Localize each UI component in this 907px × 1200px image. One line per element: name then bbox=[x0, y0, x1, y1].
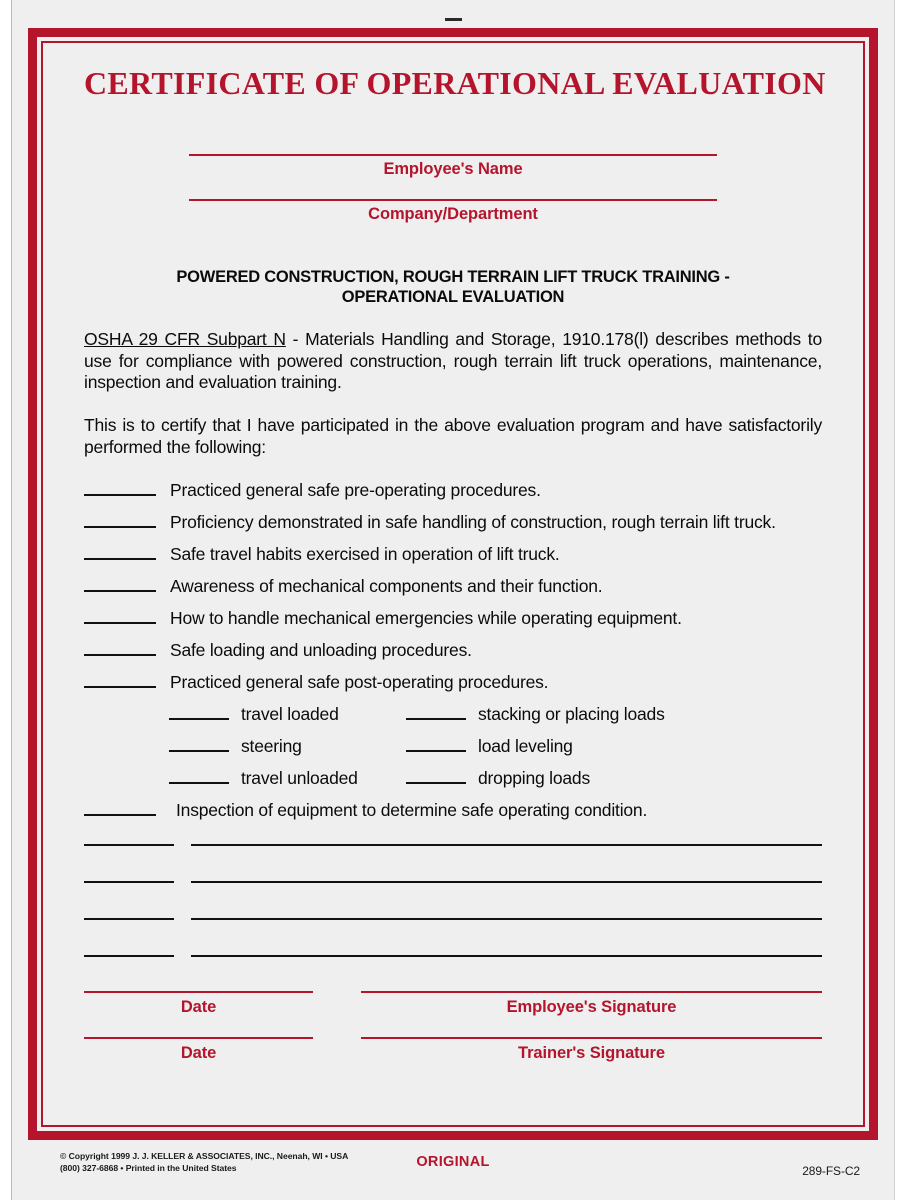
employee-signature-rule bbox=[361, 991, 822, 993]
write-line-initial-blank[interactable] bbox=[84, 917, 174, 920]
blank-write-lines bbox=[84, 843, 822, 957]
sub-checklist-initial-blank[interactable] bbox=[169, 768, 229, 784]
sub-checklist-item-label: steering bbox=[241, 735, 302, 756]
sub-checklist-item-label: dropping loads bbox=[478, 767, 591, 788]
write-line-blank[interactable] bbox=[191, 954, 822, 957]
checklist-initial-blank[interactable] bbox=[84, 639, 156, 656]
checklist-item-inspection[interactable] bbox=[84, 799, 822, 820]
checklist-initial-blank[interactable] bbox=[84, 671, 156, 688]
write-line-row[interactable] bbox=[84, 843, 822, 846]
signature-row-employee bbox=[84, 991, 822, 1017]
paper-edge-right bbox=[894, 0, 895, 1200]
sub-checklist-item-left[interactable] bbox=[169, 735, 406, 756]
write-line-initial-blank[interactable] bbox=[84, 880, 174, 883]
trainer-date-rule bbox=[84, 1037, 313, 1039]
footer-copyright-line-2: (800) 327-6868 • Printed in the United States bbox=[60, 1163, 237, 1174]
sub-checklist-item-label: load leveling bbox=[478, 735, 573, 756]
checklist-item[interactable] bbox=[84, 479, 822, 500]
trainer-date-label: Date bbox=[180, 1044, 217, 1063]
checklist bbox=[84, 479, 822, 820]
sub-checklist-item-left[interactable] bbox=[169, 703, 406, 724]
checklist-item[interactable] bbox=[84, 575, 822, 596]
checklist-initial-blank[interactable] bbox=[84, 799, 156, 816]
sub-checklist-row bbox=[169, 735, 822, 756]
signature-block bbox=[84, 991, 822, 1063]
write-line-blank[interactable] bbox=[191, 843, 822, 846]
employee-name-field[interactable] bbox=[84, 154, 822, 179]
sub-checklist-row bbox=[169, 767, 822, 788]
checklist-item-label: How to handle mechanical emergencies while operating equipment. bbox=[170, 607, 682, 628]
checklist-item-label: Safe travel habits exercised in operation of lift truck. bbox=[170, 543, 560, 564]
certificate-page bbox=[11, 0, 895, 1200]
page-title: CERTIFICATE OF OPERATIONAL EVALUATION bbox=[84, 65, 826, 101]
write-line-row[interactable] bbox=[84, 880, 822, 883]
trainer-signature-rule bbox=[361, 1037, 822, 1039]
write-line-row[interactable] bbox=[84, 954, 822, 957]
checklist-item[interactable] bbox=[84, 607, 822, 628]
checklist-item-label: Practiced general safe pre-operating procedures. bbox=[170, 479, 541, 500]
section-heading-line-1: POWERED CONSTRUCTION, ROUGH TERRAIN LIFT TRUCK TRAINING - bbox=[176, 268, 730, 286]
write-line-initial-blank[interactable] bbox=[84, 843, 174, 846]
checklist-initial-blank[interactable] bbox=[84, 511, 156, 528]
company-department-field[interactable] bbox=[84, 199, 822, 224]
sub-checklist-initial-blank[interactable] bbox=[169, 704, 229, 720]
signature-row-trainer bbox=[84, 1037, 822, 1063]
regulation-body-text: - Materials Handling and Storage, 1910.178(l) describes methods to use for compliance with powered construction, rough terrain lift truck operations, maintenance, inspection and evaluation training. bbox=[84, 329, 822, 392]
checklist-item-label: Safe loading and unloading procedures. bbox=[170, 639, 472, 660]
company-department-rule bbox=[189, 199, 717, 201]
employee-name-label: Employee's Name bbox=[383, 160, 523, 178]
checklist-initial-blank[interactable] bbox=[84, 607, 156, 624]
write-line-row[interactable] bbox=[84, 917, 822, 920]
registration-tick-mark bbox=[445, 18, 462, 21]
company-department-label: Company/Department bbox=[368, 205, 538, 223]
trainer-signature-field[interactable] bbox=[361, 1037, 822, 1063]
sub-checklist-item-right[interactable] bbox=[406, 735, 573, 756]
sub-checklist-item-right[interactable] bbox=[406, 767, 591, 788]
sub-checklist-item-label: travel unloaded bbox=[241, 767, 358, 788]
sub-checklist-item-label: stacking or placing loads bbox=[478, 703, 665, 724]
checklist-item-label: Awareness of mechanical components and their function. bbox=[170, 575, 603, 596]
paper-edge-left bbox=[11, 0, 12, 1200]
write-line-blank[interactable] bbox=[191, 880, 822, 883]
employee-date-label: Date bbox=[180, 998, 217, 1017]
checklist-item[interactable] bbox=[84, 543, 822, 564]
sub-checklist-initial-blank[interactable] bbox=[406, 704, 466, 720]
checklist-item[interactable] bbox=[84, 671, 822, 692]
checklist-item[interactable] bbox=[84, 639, 822, 660]
section-heading bbox=[84, 267, 822, 307]
certificate-content bbox=[41, 41, 865, 1127]
footer-copyright-line-1: © Copyright 1999 J. J. KELLER & ASSOCIATES, INC., Neenah, WI • USA bbox=[60, 1151, 349, 1161]
checklist-item-label: Practiced general safe post-operating procedures. bbox=[170, 671, 549, 692]
employee-date-field[interactable] bbox=[84, 991, 313, 1017]
sub-checklist-initial-blank[interactable] bbox=[406, 768, 466, 784]
sub-checklist-initial-blank[interactable] bbox=[406, 736, 466, 752]
checklist-initial-blank[interactable] bbox=[84, 479, 156, 496]
checklist-initial-blank[interactable] bbox=[84, 575, 156, 592]
footer-form-code: 289-FS-C2 bbox=[802, 1164, 860, 1178]
trainer-signature-label: Trainer's Signature bbox=[518, 1044, 665, 1063]
write-line-initial-blank[interactable] bbox=[84, 954, 174, 957]
sub-checklist-row bbox=[169, 703, 822, 724]
checklist-item-label: Inspection of equipment to determine safe operating condition. bbox=[176, 799, 648, 820]
sub-checklist bbox=[84, 703, 822, 788]
employee-name-rule bbox=[189, 154, 717, 156]
trainer-date-field[interactable] bbox=[84, 1037, 313, 1063]
employee-signature-label: Employee's Signature bbox=[506, 998, 677, 1017]
sub-checklist-initial-blank[interactable] bbox=[169, 736, 229, 752]
page-footer bbox=[28, 1150, 878, 1192]
sub-checklist-item-label: travel loaded bbox=[241, 703, 339, 724]
checklist-item[interactable] bbox=[84, 511, 822, 532]
footer-copy-label: ORIGINAL bbox=[416, 1154, 490, 1170]
employee-signature-field[interactable] bbox=[361, 991, 822, 1017]
section-heading-line-2: OPERATIONAL EVALUATION bbox=[341, 288, 565, 307]
regulation-reference: OSHA 29 CFR Subpart N bbox=[84, 329, 286, 350]
sub-checklist-item-right[interactable] bbox=[406, 703, 665, 724]
employee-date-rule bbox=[84, 991, 313, 993]
checklist-initial-blank[interactable] bbox=[84, 543, 156, 560]
certify-paragraph: This is to certify that I have participated in the above evaluation program and have satisfactorily performed the following: bbox=[84, 415, 822, 457]
sub-checklist-item-left[interactable] bbox=[169, 767, 406, 788]
regulation-paragraph bbox=[84, 329, 822, 393]
checklist-item-label: Proficiency demonstrated in safe handling of construction, rough terrain lift truck. bbox=[170, 511, 776, 532]
write-line-blank[interactable] bbox=[191, 917, 822, 920]
